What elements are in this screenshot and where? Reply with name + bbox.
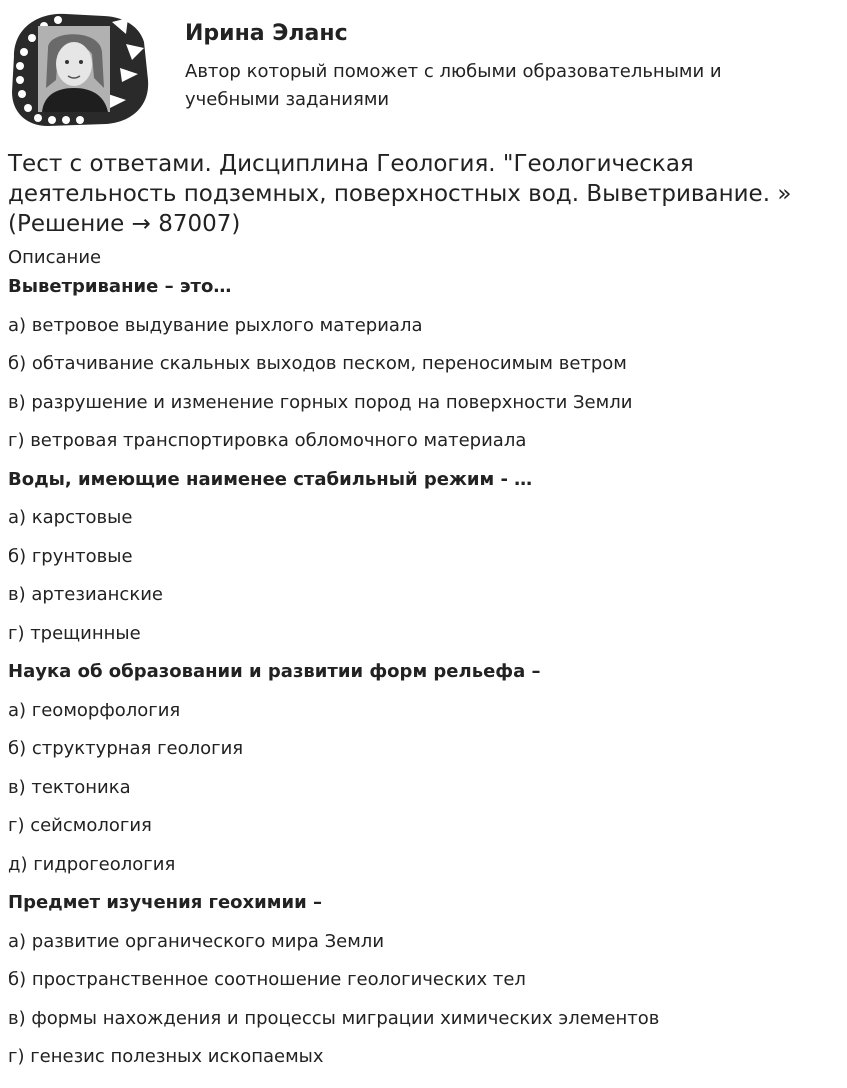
question-3-option-e: д) гидрогеология [8, 853, 176, 875]
question-4-option-a: а) развитие органического мира Земли [8, 930, 385, 952]
question-2-option-b: б) грунтовые [8, 545, 133, 567]
question-1-option-c: в) разрушение и изменение горных пород на поверхности Земли [8, 391, 633, 413]
question-1: Выветривание – это… [8, 276, 232, 297]
question-3: Наука об образовании и развитии форм рельефа – [8, 661, 541, 682]
question-4-option-b: б) пространственное соотношение геологических тел [8, 969, 526, 990]
questions-list [8, 275, 840, 1084]
question-1-option-d: г) ветровая транспортировка обломочного материала [8, 430, 527, 451]
question-4-option-d: г) генезис полезных ископаемых [8, 1046, 324, 1067]
question-1-option-a: а) ветровое выдувание рыхлого материала [8, 314, 423, 336]
question-3-option-a: а) геоморфология [8, 699, 181, 721]
question-2-option-a: а) карстовые [8, 507, 133, 528]
author-description: Автор который поможет с любыми образовательными и учебными заданиями [185, 61, 722, 110]
question-1-option-b: б) обтачивание скальных выходов песком, переносимым ветром [8, 353, 627, 374]
author-card [8, 8, 838, 128]
author-avatar[interactable] [8, 8, 152, 128]
page-title: Тест с ответами. Дисциплина Геология. "Геологическая деятельность подземных, поверхностных вод. Выветривание. » (Решение → 87007) [8, 151, 792, 237]
question-3-option-c: в) тектоника [8, 776, 131, 798]
question-2: Воды, имеющие наименее стабильный режим - … [8, 468, 533, 490]
question-3-option-b: б) структурная геология [8, 738, 244, 759]
question-3-option-d: г) сейсмология [8, 815, 152, 836]
question-4-option-c: в) формы нахождения и процессы миграции химических элементов [8, 1007, 660, 1029]
question-2-option-d: г) трещинные [8, 622, 141, 644]
description-label: Описание [8, 247, 102, 268]
author-name[interactable]: Ирина Эланс [185, 21, 348, 46]
question-2-option-c: в) артезианские [8, 584, 163, 605]
question-4: Предмет изучения геохимии – [8, 892, 322, 913]
